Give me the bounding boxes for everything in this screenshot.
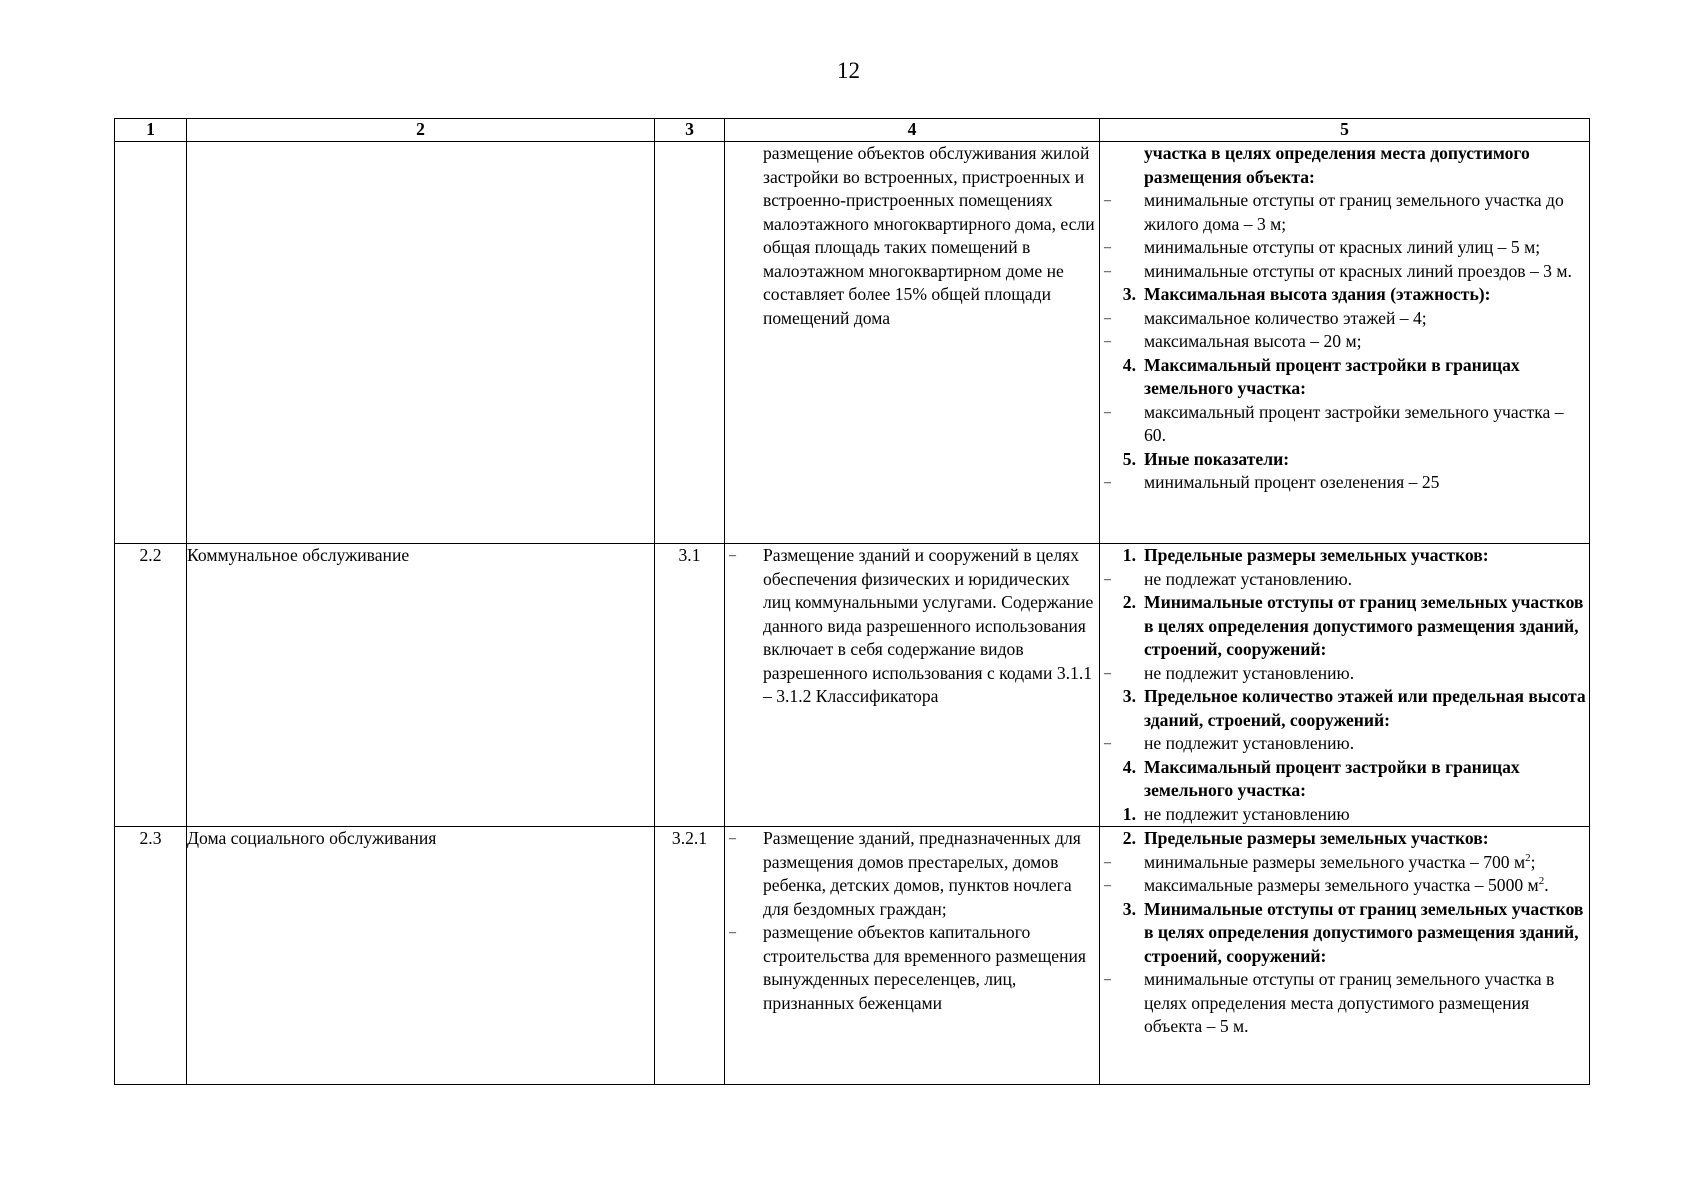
- parameter-text: [1144, 236, 1589, 260]
- parameter-item: [1100, 544, 1589, 568]
- parameter-text: [1144, 260, 1589, 284]
- use-type-name-cell: Коммунальное обслуживание: [187, 544, 655, 827]
- parameter-text: [1144, 685, 1589, 732]
- item-text: не подлежит установлению.: [1144, 733, 1355, 753]
- parameter-item: [1100, 307, 1589, 331]
- parameter-item: [1100, 568, 1589, 592]
- parameter-text: [1144, 898, 1589, 969]
- description-item: [725, 921, 1099, 1015]
- item-text: Иные показатели:: [1144, 448, 1290, 469]
- description-item: [725, 544, 1099, 709]
- parameter-text: [1144, 448, 1589, 472]
- parameter-item: [1100, 401, 1589, 448]
- item-text: Максимальная высота здания (этажность):: [1144, 284, 1491, 304]
- parameter-text: [1144, 732, 1589, 756]
- parameter-text: [1144, 827, 1589, 851]
- description-text: [763, 827, 1099, 921]
- column-header: 2: [187, 119, 655, 142]
- item-number: [725, 142, 763, 330]
- parameter-item: [1100, 756, 1589, 803]
- parameter-text: [1144, 591, 1589, 662]
- item-text: максимальная высота – 20 м;: [1144, 331, 1362, 351]
- item-text: минимальные размеры земельного участка – 700 м: [1144, 851, 1526, 872]
- row-number-cell: [115, 142, 187, 544]
- parameter-item: [1100, 236, 1589, 260]
- dash-marker: –: [1104, 193, 1111, 208]
- item-tail: .: [1544, 875, 1549, 895]
- use-type-name-cell: Дома социального обслуживания: [187, 827, 655, 1085]
- parameter-text: [1144, 142, 1589, 189]
- item-text: минимальные отступы от границ земельного участка в целях определения места допустимого размещения объекта – 5 м.: [1144, 969, 1555, 1036]
- dash-marker: –: [1104, 665, 1111, 681]
- table-row: [115, 827, 1590, 1085]
- parameter-item: [1100, 898, 1589, 969]
- item-text: минимальный процент озеленения – 25: [1144, 472, 1440, 492]
- row-number-cell: 2.3: [115, 827, 187, 1085]
- parameter-text: [1144, 874, 1589, 898]
- parameter-item: [1100, 827, 1589, 851]
- item-number: 3.: [1122, 686, 1136, 706]
- column-header: 5: [1100, 119, 1590, 142]
- item-text: размещение объектов обслуживания жилой застройки во встроенных, пристроенных и встроенно-пристроенных помещениях малоэтажного многоквартирного дома, если общая площадь таких помещений в малоэтажном многоквартирном доме не составляет более 15% общей площади помещений дома: [763, 143, 1095, 328]
- parameter-text: [1144, 283, 1589, 307]
- description-text: [763, 142, 1099, 330]
- parameter-text: [1144, 189, 1589, 236]
- description-text: [763, 544, 1099, 709]
- item-text: Размещение зданий и сооружений в целях обеспечения физических и юридических лиц коммунальными услугами. Содержание данного вида разрешенного использования включает в себя содержание видов разрешенного использования с кодами 3.1.1 – 3.1.2 Классификатора: [763, 545, 1094, 706]
- row-number-cell: 2.2: [115, 544, 187, 827]
- dash-marker: –: [1104, 854, 1111, 870]
- parameter-text: [1144, 851, 1589, 875]
- page-number: 12: [837, 58, 860, 83]
- column-header: 3: [655, 119, 725, 142]
- parameter-item: [1100, 874, 1589, 898]
- use-description-cell: [725, 544, 1100, 827]
- use-description-cell: [725, 827, 1100, 1085]
- parameter-text: [1144, 803, 1589, 827]
- parameter-text: [1144, 968, 1589, 1039]
- item-text: Максимальный процент застройки в границах земельного участка:: [1144, 354, 1520, 398]
- dash-marker: –: [1104, 736, 1111, 751]
- parameter-text: [1144, 662, 1589, 686]
- item-text: Предельные размеры земельных участков:: [1144, 545, 1489, 565]
- classifier-code-cell: [655, 142, 725, 544]
- parameter-item: [1100, 260, 1589, 284]
- header-row: [115, 119, 1590, 142]
- description-item: [725, 142, 1099, 330]
- item-tail: ;: [1530, 851, 1536, 872]
- dash-marker: –: [1104, 310, 1111, 326]
- item-text: размещение объектов капитального строительства для временного размещения вынужденных переселенцев, лиц, признанных беженцами: [763, 922, 1087, 1013]
- parameter-text: [1144, 471, 1589, 495]
- table-row: [115, 544, 1590, 827]
- item-number: 4.: [1122, 756, 1136, 777]
- description-text: [763, 921, 1099, 1015]
- parameter-item: [1100, 142, 1589, 189]
- parameter-text: [1144, 307, 1589, 331]
- column-header: 4: [725, 119, 1100, 142]
- item-number: 4.: [1122, 354, 1136, 375]
- item-number: 1.: [1122, 803, 1136, 824]
- item-text: Максимальный процент застройки в границах земельного участка:: [1144, 756, 1520, 800]
- item-text: не подлежит установлению: [1144, 803, 1350, 824]
- land-use-regulations-table: [114, 118, 1590, 1085]
- dash-marker: –: [1104, 571, 1111, 587]
- parameter-text: [1144, 354, 1589, 401]
- item-number: 2.: [1122, 592, 1136, 612]
- classifier-code-cell: 3.2.1: [655, 827, 725, 1085]
- parameters-cell: [1100, 827, 1590, 1085]
- item-text: минимальные отступы от красных линий улиц – 5 м;: [1144, 237, 1541, 257]
- item-text: не подлежат установлению.: [1144, 568, 1353, 589]
- parameter-text: [1144, 568, 1589, 592]
- dash-marker: –: [729, 925, 736, 940]
- parameters-cell: [1100, 142, 1590, 544]
- dash-marker: –: [729, 831, 736, 846]
- parameter-item: [1100, 189, 1589, 236]
- item-text: максимальный процент застройки земельного участка – 60.: [1144, 401, 1564, 445]
- parameter-text: [1144, 401, 1589, 448]
- parameter-item: [1100, 354, 1589, 401]
- parameter-item: [1100, 851, 1589, 875]
- item-text: максимальные размеры земельного участка – 5000 м: [1144, 875, 1539, 895]
- item-text: участка в целях определения места допустимого размещения объекта:: [1144, 143, 1530, 187]
- item-text: Минимальные отступы от границ земельных участков в целях определения допустимого размещения зданий, строений, сооружений:: [1144, 592, 1584, 659]
- dash-marker: –: [1104, 972, 1111, 987]
- parameter-item: [1100, 685, 1589, 732]
- item-number: [1100, 142, 1144, 189]
- table-row: [115, 142, 1590, 544]
- column-header: 1: [115, 119, 187, 142]
- item-number: 2.: [1122, 828, 1136, 848]
- parameter-item: [1100, 968, 1589, 1039]
- parameter-item: [1100, 283, 1589, 307]
- parameter-item: [1100, 591, 1589, 662]
- item-text: минимальные отступы от красных линий проездов – 3 м.: [1144, 260, 1572, 281]
- dash-marker: –: [729, 548, 736, 563]
- dash-marker: –: [1104, 240, 1111, 255]
- parameter-text: [1144, 756, 1589, 803]
- description-item: [725, 827, 1099, 921]
- item-text: Предельное количество этажей или предельная высота зданий, строений, сооружений:: [1144, 686, 1586, 730]
- parameter-item: [1100, 732, 1589, 756]
- classifier-code-cell: 3.1: [655, 544, 725, 827]
- item-text: минимальные отступы от границ земельного участка до жилого дома – 3 м;: [1144, 190, 1564, 234]
- dash-marker: –: [1104, 878, 1111, 893]
- dash-marker: –: [1104, 263, 1111, 279]
- item-text: Минимальные отступы от границ земельных участков в целях определения допустимого размещения зданий, строений, сооружений:: [1144, 898, 1584, 966]
- superscript: 2: [1525, 851, 1531, 864]
- parameter-text: [1144, 544, 1589, 568]
- parameter-text: [1144, 330, 1589, 354]
- parameter-item: [1100, 330, 1589, 354]
- item-number: 1.: [1122, 545, 1136, 565]
- item-number: 3.: [1122, 284, 1136, 304]
- item-text: Размещение зданий, предназначенных для размещения домов престарелых, домов ребенка, детских домов, пунктов ночлега для бездомных граждан;: [763, 828, 1081, 919]
- dash-marker: –: [1104, 475, 1111, 490]
- item-number: 5.: [1122, 448, 1136, 469]
- item-number: 3.: [1122, 898, 1136, 919]
- superscript: 2: [1538, 875, 1545, 888]
- dash-marker: –: [1104, 334, 1111, 349]
- use-type-name-cell: [187, 142, 655, 544]
- parameters-cell: [1100, 544, 1590, 827]
- item-text: максимальное количество этажей – 4;: [1144, 307, 1427, 328]
- dash-marker: –: [1104, 404, 1111, 420]
- item-text: Предельные размеры земельных участков:: [1144, 828, 1489, 848]
- use-description-cell: [725, 142, 1100, 544]
- parameter-item: [1100, 471, 1589, 495]
- item-text: не подлежит установлению.: [1144, 662, 1355, 683]
- parameter-item: [1100, 803, 1589, 827]
- parameter-item: [1100, 448, 1589, 472]
- parameter-item: [1100, 662, 1589, 686]
